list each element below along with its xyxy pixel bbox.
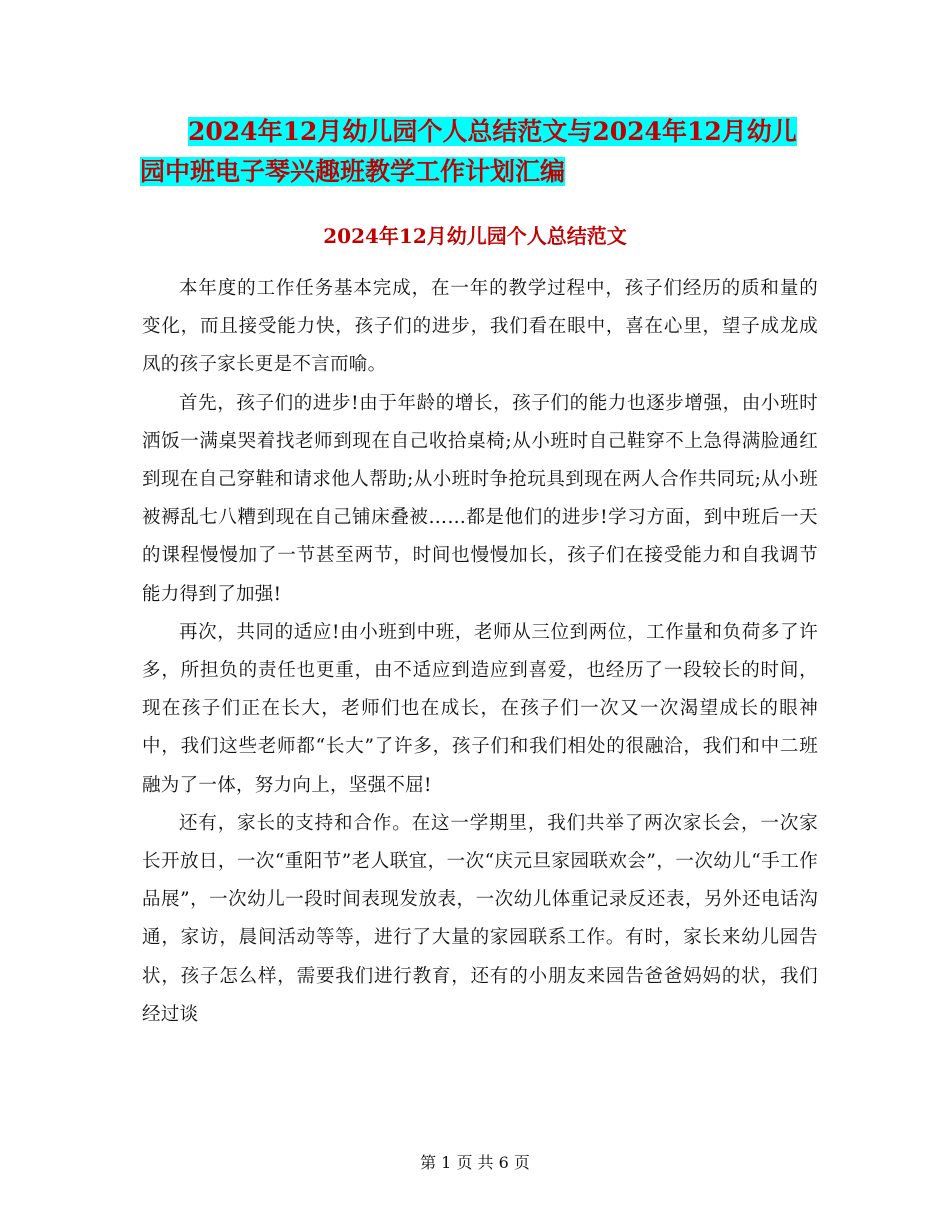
paragraph-2: 首先，孩子们的进步!由于年龄的增长，孩子们的能力也逐步增强，由小班时洒饭一满桌哭着找老师到现在自己收拾桌椅;从小班时自己鞋穿不上急得满脸通红到现在自己穿鞋和请求他人帮助;从小班时争抢玩具到现在两人合作共同玩;从小班被褥乱七八糟到现在自己铺床叠被……都是他们的进步!学习方面，到中班后一天的课程慢慢加了一节甚至两节，时间也慢慢加长，孩子们在接受能力和自我调节能力得到了加强! xyxy=(142,392,818,605)
page-footer: 第 1 页 共 6 页 xyxy=(420,1153,530,1172)
title-line-2: 园中班电子琴兴趣班教学工作计划汇编 xyxy=(140,157,566,186)
paragraph-1: 本年度的工作任务基本完成，在一年的教学过程中，孩子们经历的质和量的变化，而且接受能力快，孩子们的进步，我们看在眼中，喜在心里，望子成龙成凤的孩子家长更是不言而喻。 xyxy=(142,278,818,376)
paragraph-3: 再次，共同的适应!由小班到中班，老师从三位到两位，工作量和负荷多了许多，所担负的责任也更重，由不适应到造应到喜爱，也经历了一段较长的时间，现在孩子们正在长大，老师们也在成长，在孩子们一次又一次渴望成长的眼神中，我们这些老师都“长大”了许多，孩子们和我们相处的很融洽，我们和中二班融为了一体，努力向上，坚强不屈! xyxy=(142,621,818,796)
section-heading: 2024年12月幼儿园个人总结范文 xyxy=(323,224,627,248)
title-line-1: 2024年12月幼儿园个人总结范文与2024年12月幼儿 xyxy=(188,117,797,146)
document-title xyxy=(140,112,820,192)
paragraph-4: 还有，家长的支持和合作。在这一学期里，我们共举了两次家长会，一次家长开放日，一次“重阳节”老人联宜，一次“庆元旦家园联欢会”，一次幼儿“手工作品展”，一次幼儿一段时间表现发放表，一次幼儿体重记录反还表，另外还电话沟通，家访，晨间活动等等，进行了大量的家园联系工作。有时，家长来幼儿园告状，孩子怎么样，需要我们进行教育，还有的小朋友来园告爸爸妈妈的状，我们经过谈 xyxy=(142,812,818,1025)
body-text xyxy=(142,270,818,1034)
